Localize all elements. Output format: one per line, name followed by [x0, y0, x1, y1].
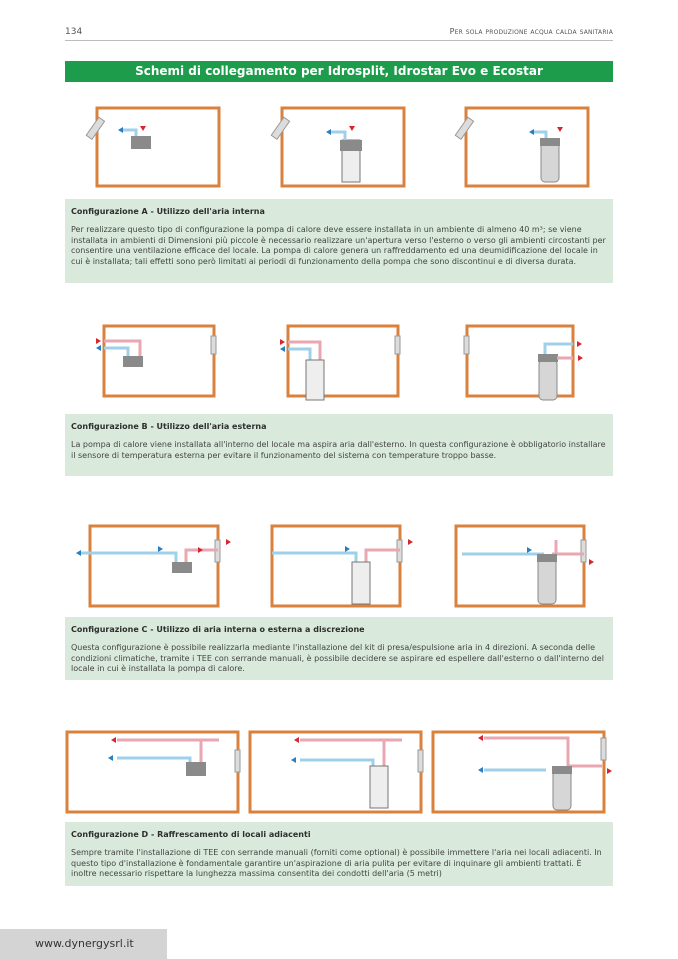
config-d-heading: Configurazione D - Raffrescamento di locali adiacenti [71, 830, 311, 839]
config-d-panel [65, 822, 613, 886]
config-d-body: Sempre tramite l'installazione di TEE con serrande manuali (forniti come optional) è possibile immettere l'aria nei locali adiacenti. In questo tipo d'installazione è fondamentale garantire un'aspirazione di aria pulita per evitare di inquinare gli ambienti trattati. È inoltre necessario rispettare la lunghezza massima consentita dei condotti dell'aria (5 metri) [71, 848, 602, 878]
page-number: 134 [65, 27, 83, 37]
config-c-body: Questa configurazione è possibile realizzarla mediante l'installazione del kit di presa/espulsione aria in 4 direzioni. A seconda delle condizioni climatiche, tramite i TEE con serrande manuali, è possibile decidere se aspirare ed espellere dall'esterno o dall'interno del locale in cui è installata la pompa di calore. [71, 643, 604, 673]
config-c-heading: Configurazione C - Utilizzo di aria interna o esterna a discrezione [71, 625, 365, 634]
page-title: Schemi di collegamento per Idrosplit, Idrostar Evo e Ecostar [65, 61, 613, 82]
config-b-body: La pompa di calore viene installata all'interno del locale ma aspira aria dall'esterno. In questa configurazione è obbligatorio installare il sensore di temperatura esterna per evitare il funzionamento del sistema con temperature troppo basse. [71, 440, 606, 460]
config-a-panel [65, 199, 613, 283]
config-c-panel [65, 617, 613, 680]
running-title: Per sola produzione acqua calda sanitaria [449, 27, 613, 36]
website-link[interactable]: www.dynergysrl.it [35, 937, 134, 950]
config-a-body: Per realizzare questo tipo di configurazione la pompa di calore deve essere installata in un ambiente di almeno 40 m³; se viene installata in ambienti di Dimensioni più piccole è necessario realizzare un'apertura verso l'esterno o verso gli ambienti circostanti per consentire una ventilazione efficace del locale. La pompa di calore genera un raffreddamento ed una deumidificazione del locale in cui è installata; tali effetti sono però limitati ai periodi di funzionamento della pompa che sono discontinui e di diversa durata. [71, 225, 606, 266]
header-rule [65, 40, 613, 41]
config-b-heading: Configurazione B - Utilizzo dell'aria esterna [71, 422, 267, 431]
config-a-heading: Configurazione A - Utilizzo dell'aria interna [71, 207, 265, 216]
diagram-config-c [0, 520, 678, 610]
diagram-config-b [0, 318, 678, 408]
diagram-config-a [0, 100, 678, 195]
diagram-config-d [0, 726, 678, 821]
footer-bar [0, 929, 167, 959]
config-b-panel [65, 414, 613, 476]
